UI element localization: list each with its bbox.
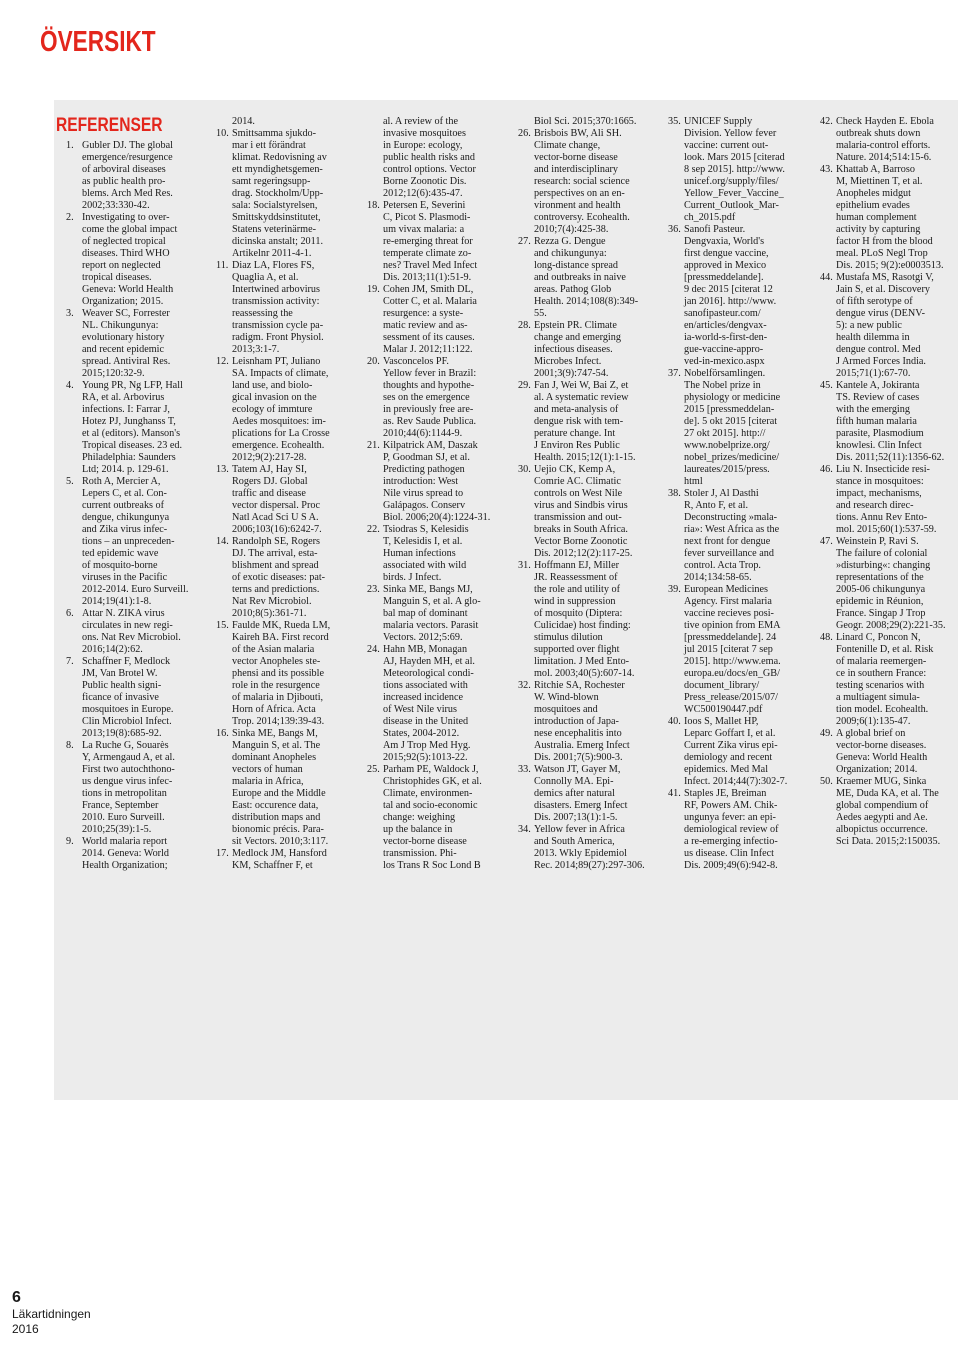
- reference-number: 1.: [66, 140, 74, 151]
- reference-item: [66, 836, 194, 872]
- reference-text: Staples JE, Breiman RF, Powers AM. Chik- ungunya fever: an epi- demiological review of a re-emerging infectio- us disease. Clin Infect Dis. 2009;49(6):942-8.: [684, 788, 779, 871]
- reference-number: 38.: [668, 488, 681, 499]
- reference-text: Cohen JM, Smith DL, Cotter C, et al. Malaria resurgence: a syste- matic review and as- sessment of its causes. Malar J. 2012;11:122.: [383, 284, 477, 355]
- reference-text: Nobelförsamlingen. The Nobel prize in physiology or medicine 2015 [pressmeddelan- de]. 5 okt 2015 [citerat 27 okt 2015]. http:// www.nobelprize.org/ nobel_prizes/medicine/ laureates/2015/press. html: [684, 368, 781, 487]
- reference-item: [820, 116, 948, 164]
- reference-number: 22.: [367, 524, 380, 535]
- reference-item: [216, 620, 344, 728]
- reference-item: [820, 272, 948, 380]
- reference-text: Hoffmann EJ, Miller JR. Reassessment of the role and utility of wind in suppression of mosquito (Diptera: Culicidae) host finding: stimulus dilution supported over flight limitation. J Med Ento- mol. 2003;40(5):607-14.: [534, 560, 635, 679]
- reference-item: [367, 764, 495, 872]
- reference-number: 33.: [518, 764, 531, 775]
- reference-number: 27.: [518, 236, 531, 247]
- reference-number: 44.: [820, 272, 833, 283]
- reference-text: Ritchie SA, Rochester W. Wind-blown mosquitoes and introduction of Japa- nese encephalitis into Australia. Emerg Infect Dis. 2001;7(5):900-3.: [534, 680, 630, 763]
- reference-item: [66, 608, 194, 656]
- reference-item: [518, 128, 646, 236]
- reference-column-3: [367, 116, 495, 872]
- reference-text: Sanofi Pasteur. Dengvaxia, World's first dengue vaccine, approved in Mexico [pressmeddelande]. 9 dec 2015 [citerat 12 jan 2016]. http://www. sanofipasteur.com/ en/articles/dengvax- ia-world-s-first-den- gue-vaccine-appro- ved-in-mexico.aspx: [684, 224, 777, 367]
- reference-item: [367, 356, 495, 440]
- reference-number: 18.: [367, 200, 380, 211]
- reference-text: Stoler J, Al Dasthi R, Anto F, et al. Deconstructing »mala- ria»: West Africa as the next front for dengue fever surveillance and control. Acta Trop. 2014;134:58-65.: [684, 488, 780, 583]
- reference-number: 49.: [820, 728, 833, 739]
- reference-number: 37.: [668, 368, 681, 379]
- reference-number: 19.: [367, 284, 380, 295]
- reference-text: Sinka ME, Bangs MJ, Manguin S, et al. A glo- bal map of dominant malaria vectors. Parasit Vectors. 2012;5:69.: [383, 584, 481, 643]
- reference-item: [668, 116, 796, 224]
- reference-number: 43.: [820, 164, 833, 175]
- reference-text: Liu N. Insecticide resi- stance in mosquitoes: impact, mechanisms, and research direc- tions. Annu Rev Ento- mol. 2015;60(1):537-59.: [836, 464, 937, 535]
- reference-number: 41.: [668, 788, 681, 799]
- references-heading: REFERENSER: [56, 115, 163, 136]
- reference-item: [518, 764, 646, 824]
- reference-item: [820, 632, 948, 728]
- reference-number: 10.: [216, 128, 229, 139]
- reference-text: Tsiodras S, Kelesidis T, Kelesidis I, et al. Human infections associated with wild birds. J Infect.: [383, 524, 469, 583]
- reference-item: [518, 824, 646, 872]
- reference-number: 47.: [820, 536, 833, 547]
- reference-number: 21.: [367, 440, 380, 451]
- reference-number: 12.: [216, 356, 229, 367]
- reference-text: Ioos S, Mallet HP, Leparc Goffart I, et al. Current Zika virus epi- demiology and recent epidemics. Med Mal Infect. 2014;44(7):302-7.: [684, 716, 788, 787]
- reference-number: 48.: [820, 632, 833, 643]
- reference-continuation: Biol Sci. 2015;370:1665.: [534, 116, 637, 127]
- reference-column-2: [216, 116, 344, 872]
- reference-item: [367, 200, 495, 284]
- reference-item: [367, 284, 495, 356]
- reference-text: Epstein PR. Climate change and emerging infectious diseases. Microbes Infect. 2001;3(9):747-54.: [534, 320, 621, 379]
- reference-text: Khattab A, Barroso M, Miettinen T, et al. Anopheles midgut epithelium evades human complement activity by capturing factor H from the blood meal. PLoS Negl Trop Dis. 2015; 9(2):e0003513.: [836, 164, 944, 271]
- publication-year: 2016: [12, 1322, 39, 1336]
- reference-item: [518, 236, 646, 320]
- reference-number: 7.: [66, 656, 74, 667]
- reference-number: 17.: [216, 848, 229, 859]
- reference-number: 8.: [66, 740, 74, 751]
- reference-text: Linard C, Poncon N, Fontenille D, et al. Risk of malaria reemergen- ce in southern France: testing scenarios with a multiagent simula- tion model. Ecohealth. 2009;6(1):135-47.: [836, 632, 934, 727]
- reference-item: [668, 368, 796, 488]
- reference-item: [216, 728, 344, 848]
- reference-number: 46.: [820, 464, 833, 475]
- reference-item: [668, 716, 796, 788]
- reference-number: 23.: [367, 584, 380, 595]
- reference-text: Fan J, Wei W, Bai Z, et al. A systematic review and meta-analysis of dengue risk with tem- perature change. Int J Environ Res Public Health. 2015;12(1):1-15.: [534, 380, 636, 463]
- reference-text: Diaz LA, Flores FS, Quaglia A, et al. Intertwined arbovirus transmission activity: reassessing the transmission cycle pa- radigm. Front Physiol. 2013;3:1-7.: [232, 260, 324, 355]
- reference-item: [66, 308, 194, 380]
- reference-text: A global brief on vector-borne diseases. Geneva: World Health Organization; 2014.: [836, 728, 928, 775]
- reference-text: Check Hayden E. Ebola outbreak shuts down malaria-control efforts. Nature. 2014;514:15-6.: [836, 116, 934, 163]
- reference-item: [518, 464, 646, 560]
- reference-column-6: [820, 116, 948, 848]
- reference-item: [518, 380, 646, 464]
- reference-number: 36.: [668, 224, 681, 235]
- reference-number: 24.: [367, 644, 380, 655]
- reference-text: Leisnham PT, Juliano SA. Impacts of climate, land use, and biolo- gical invasion on the ecology of immture Aedes mosquitoes: im- plications for La Crosse emergence. Ecohealth. 2012;9(2):217-28.: [232, 356, 330, 463]
- reference-item: [518, 320, 646, 380]
- reference-item: [820, 464, 948, 536]
- reference-text: Attar N. ZIKA virus circulates in new regi- ons. Nat Rev Microbiol. 2016;14(2):62.: [82, 608, 181, 655]
- reference-number: 3.: [66, 308, 74, 319]
- reference-number: 28.: [518, 320, 531, 331]
- publication-name: Läkartidningen: [12, 1307, 91, 1321]
- reference-text: Gubler DJ. The global emergence/resurgence of arboviral diseases as public health pro- blems. Arch Med Res. 2002;33:330-42.: [82, 140, 173, 211]
- reference-text: Sinka ME, Bangs M, Manguin S, et al. The dominant Anopheles vectors of human malaria in Africa, Europe and the Middle East: occurence data, distribution maps and bionomic précis. Para- sit Vectors. 2010;3:117.: [232, 728, 329, 847]
- reference-text: Roth A, Mercier A, Lepers C, et al. Con- current outbreaks of dengue, chikungunya and Zika virus infec- tions – an unpreceden- ted epidemic wave of mosquito-borne viruses in the Pacific 2012-2014. Euro Surveill. 2014;19(41):1-8.: [82, 476, 189, 607]
- reference-item: [820, 776, 948, 848]
- reference-number: 39.: [668, 584, 681, 595]
- reference-item: [668, 224, 796, 368]
- reference-text: Faulde MK, Rueda LM, Kaireh BA. First record of the Asian malaria vector Anopheles ste- phensi and its possible role in the resurgence of malaria in Djibouti, Horn of Africa. Acta Trop. 2014;139:39-43.: [232, 620, 331, 727]
- reference-item: [668, 488, 796, 584]
- reference-text: World malaria report 2014. Geneva: World Health Organization;: [82, 836, 169, 871]
- reference-number: 4.: [66, 380, 74, 391]
- reference-number: 50.: [820, 776, 833, 787]
- reference-continuation: al. A review of the invasive mosquitoes in Europe: ecology, public health risks and control options. Vector Borne Zoonotic Dis. 2012;12(6):435-47.: [383, 116, 476, 199]
- reference-item: [66, 656, 194, 740]
- reference-number: 11.: [216, 260, 229, 271]
- reference-number: 42.: [820, 116, 833, 127]
- reference-continuation: 2014.: [232, 116, 255, 127]
- reference-number: 14.: [216, 536, 229, 547]
- reference-number: 34.: [518, 824, 531, 835]
- reference-item: [367, 644, 495, 764]
- reference-number: 29.: [518, 380, 531, 391]
- reference-number: 45.: [820, 380, 833, 391]
- reference-item: [66, 740, 194, 836]
- reference-item: [820, 380, 948, 464]
- reference-item: [367, 584, 495, 644]
- reference-item: [216, 536, 344, 620]
- reference-number: 26.: [518, 128, 531, 139]
- reference-text: La Ruche G, Souarès Y, Armengaud A, et al. First two autochthono- us dengue virus infec- tions in metropolitan France, September 2010. Euro Surveill. 2010;25(39):1-5.: [82, 740, 175, 835]
- reference-text: Hahn MB, Monagan AJ, Hayden MH, et al. Meteorological condi- tions associated with increased incidence of West Nile virus disease in the United States, 2004-2012. Am J Trop Med Hyg. 2015;92(5):1013-22.: [383, 644, 475, 763]
- reference-text: European Medicines Agency. First malaria vaccine recieves posi- tive opinion from EMA [pressmeddelande]. 24 jul 2015 [citerat 7 sep 2015]. http://www.ema. europa.eu/docs/en_GB/ document_library/ Press_release/2015/07/ WC500190447.pdf: [684, 584, 781, 715]
- reference-text: Rezza G. Dengue and chikungunya: long-distance spread and outbreaks in naive areas. Pathog Glob Health. 2014;108(8):349- 55.: [534, 236, 639, 319]
- reference-text: Parham PE, Waldock J, Christophides GK, et al. Climate, environmen- tal and socio-economic change: weighing up the balance in vector-borne disease transmission. Phi- los Trans R Soc Lond B: [383, 764, 482, 871]
- reference-text: Watson JT, Gayer M, Connolly MA. Epi- demics after natural disasters. Emerg Infect Dis. 2007;13(1):1-5.: [534, 764, 628, 823]
- reference-item: [668, 788, 796, 872]
- reference-text: Investigating to over- come the global impact of neglected tropical diseases. Third WHO report on neglected tropical diseases. Geneva: World Health Organization; 2015.: [82, 212, 178, 307]
- reference-item: [216, 356, 344, 464]
- reference-text: Vasconcelos PF. Yellow fever in Brazil: thoughts and hypothe- ses on the emergence in previously free are- as. Rev Saude Publica. 2010;44(6):1144-9.: [383, 356, 477, 439]
- page-number: 6: [12, 1289, 21, 1306]
- reference-number: 5.: [66, 476, 74, 487]
- reference-item: [66, 380, 194, 476]
- reference-number: 9.: [66, 836, 74, 847]
- reference-text: Schaffner F, Medlock JM, Van Brotel W. Public health signi- ficance of invasive mosquitoes in Europe. Clin Microbiol Infect. 2013;19(8):685-92.: [82, 656, 174, 739]
- reference-item: [518, 560, 646, 680]
- reference-text: Mustafa MS, Rasotgi V, Jain S, et al. Discovery of fifth serotype of dengue virus (DENV- 5): a new public health dilemma in dengue control. Med J Armed Forces India. 2015;71(1):67-70.: [836, 272, 934, 379]
- reference-item: [216, 128, 344, 260]
- page-title: ÖVERSIKT: [40, 26, 156, 58]
- reference-text: Kantele A, Jokiranta TS. Review of cases with the emerging fifth human malaria parasite, Plasmodium knowlesi. Clin Infect Dis. 2011;52(11):1356-62.: [836, 380, 945, 463]
- reference-text: Petersen E, Severini C, Picot S. Plasmodi- um vivax malaria: a re-emerging threat for temperate climate zo- nes? Travel Med Infect Dis. 2013;11(1):51-9.: [383, 200, 478, 283]
- reference-number: 16.: [216, 728, 229, 739]
- reference-text: Kraemer MUG, Sinka ME, Duda KA, et al. The global compendium of Aedes aegypti and Ae. albopictus occurrence. Sci Data. 2015;2:150035.: [836, 776, 941, 847]
- reference-number: 31.: [518, 560, 531, 571]
- reference-text: Weinstein P, Ravi S. The failure of colonial »disturbing«: changing representations of the 2005-06 chikungunya epidemic in Réunion, France. Singap J Trop Geogr. 2008;29(2):221-35.: [836, 536, 946, 631]
- reference-text: Medlock JM, Hansford KM, Schaffner F, et: [232, 848, 327, 871]
- reference-text: Smittsamma sjukdo- mar i ett förändrat klimat. Redovisning av ett myndighetsgemen- samt regeringsupp- drag. Stockholm/Upp- sala: Socialstyrelsen, Smittskyddsinstitutet, Statens veterinärme- dicinska anstalt; 2011. Artikelnr 2011-4-1.: [232, 128, 327, 259]
- reference-item: [518, 680, 646, 764]
- reference-number: 15.: [216, 620, 229, 631]
- reference-item: [367, 440, 495, 524]
- reference-item: [820, 536, 948, 632]
- reference-item: [367, 524, 495, 584]
- reference-column-1: [66, 140, 194, 872]
- reference-number: 6.: [66, 608, 74, 619]
- reference-text: Randolph SE, Rogers DJ. The arrival, esta- blishment and spread of exotic diseases: pat- terns and predictions. Nat Rev Microbiol. 2010;8(5):361-71.: [232, 536, 326, 619]
- reference-number: 32.: [518, 680, 531, 691]
- reference-number: 2.: [66, 212, 74, 223]
- reference-item: [668, 584, 796, 716]
- reference-number: 25.: [367, 764, 380, 775]
- reference-number: 30.: [518, 464, 531, 475]
- reference-item: [820, 164, 948, 272]
- reference-item: [66, 212, 194, 308]
- reference-item: [66, 476, 194, 608]
- reference-column-4: [518, 116, 646, 872]
- reference-text: Tatem AJ, Hay SI, Rogers DJ. Global traffic and disease vector dispersal. Proc Natl Acad Sci U S A. 2006;103(16):6242-7.: [232, 464, 322, 535]
- reference-text: Brisbois BW, Ali SH. Climate change, vector-borne disease and interdisciplinary research: social science perspectives on an en- vironment and health controversy. Ecohealth. 2010;7(4):425-38.: [534, 128, 630, 235]
- reference-item: [820, 728, 948, 776]
- reference-item: [66, 140, 194, 212]
- reference-item: [216, 848, 344, 872]
- reference-number: 13.: [216, 464, 229, 475]
- reference-number: 35.: [668, 116, 681, 127]
- reference-text: Weaver SC, Forrester NL. Chikungunya: evolutionary history and recent epidemic spread. Antiviral Res. 2015;120:32-9.: [82, 308, 171, 379]
- reference-text: Yellow fever in Africa and South America, 2013. Wkly Epidemiol Rec. 2014;89(27):297-306.: [534, 824, 645, 871]
- reference-text: UNICEF Supply Division. Yellow fever vaccine: current out- look. Mars 2015 [citerad 8 sep 2015]. http://www. unicef.org/supply/files/ Yellow_Fever_Vaccine_ Current_Outlook_Mar- ch_2015.pdf: [684, 116, 785, 223]
- publication-footer: [12, 1307, 91, 1337]
- reference-number: 40.: [668, 716, 681, 727]
- reference-item: [216, 260, 344, 356]
- reference-column-5: [668, 116, 796, 872]
- reference-text: Young PR, Ng LFP, Hall RA, et al. Arbovirus infections. I: Farrar J, Hotez PJ, Junghanss T, et al (editors). Manson's Tropical diseases. 23 ed. Philadelphia: Saunders Ltd; 2014. p. 129-61.: [82, 380, 183, 475]
- reference-item: [216, 464, 344, 536]
- reference-number: 20.: [367, 356, 380, 367]
- reference-text: Kilpatrick AM, Daszak P, Goodman SJ, et al. Predicting pathogen introduction: West Nile virus spread to Galápagos. Conserv Biol. 2006;20(4):1224-31.: [383, 440, 491, 523]
- reference-text: Uejio CK, Kemp A, Comrie AC. Climatic controls on West Nile virus and Sindbis virus transmission and out- breaks in South Africa. Vector Borne Zoonotic Dis. 2012;12(2):117-25.: [534, 464, 633, 559]
